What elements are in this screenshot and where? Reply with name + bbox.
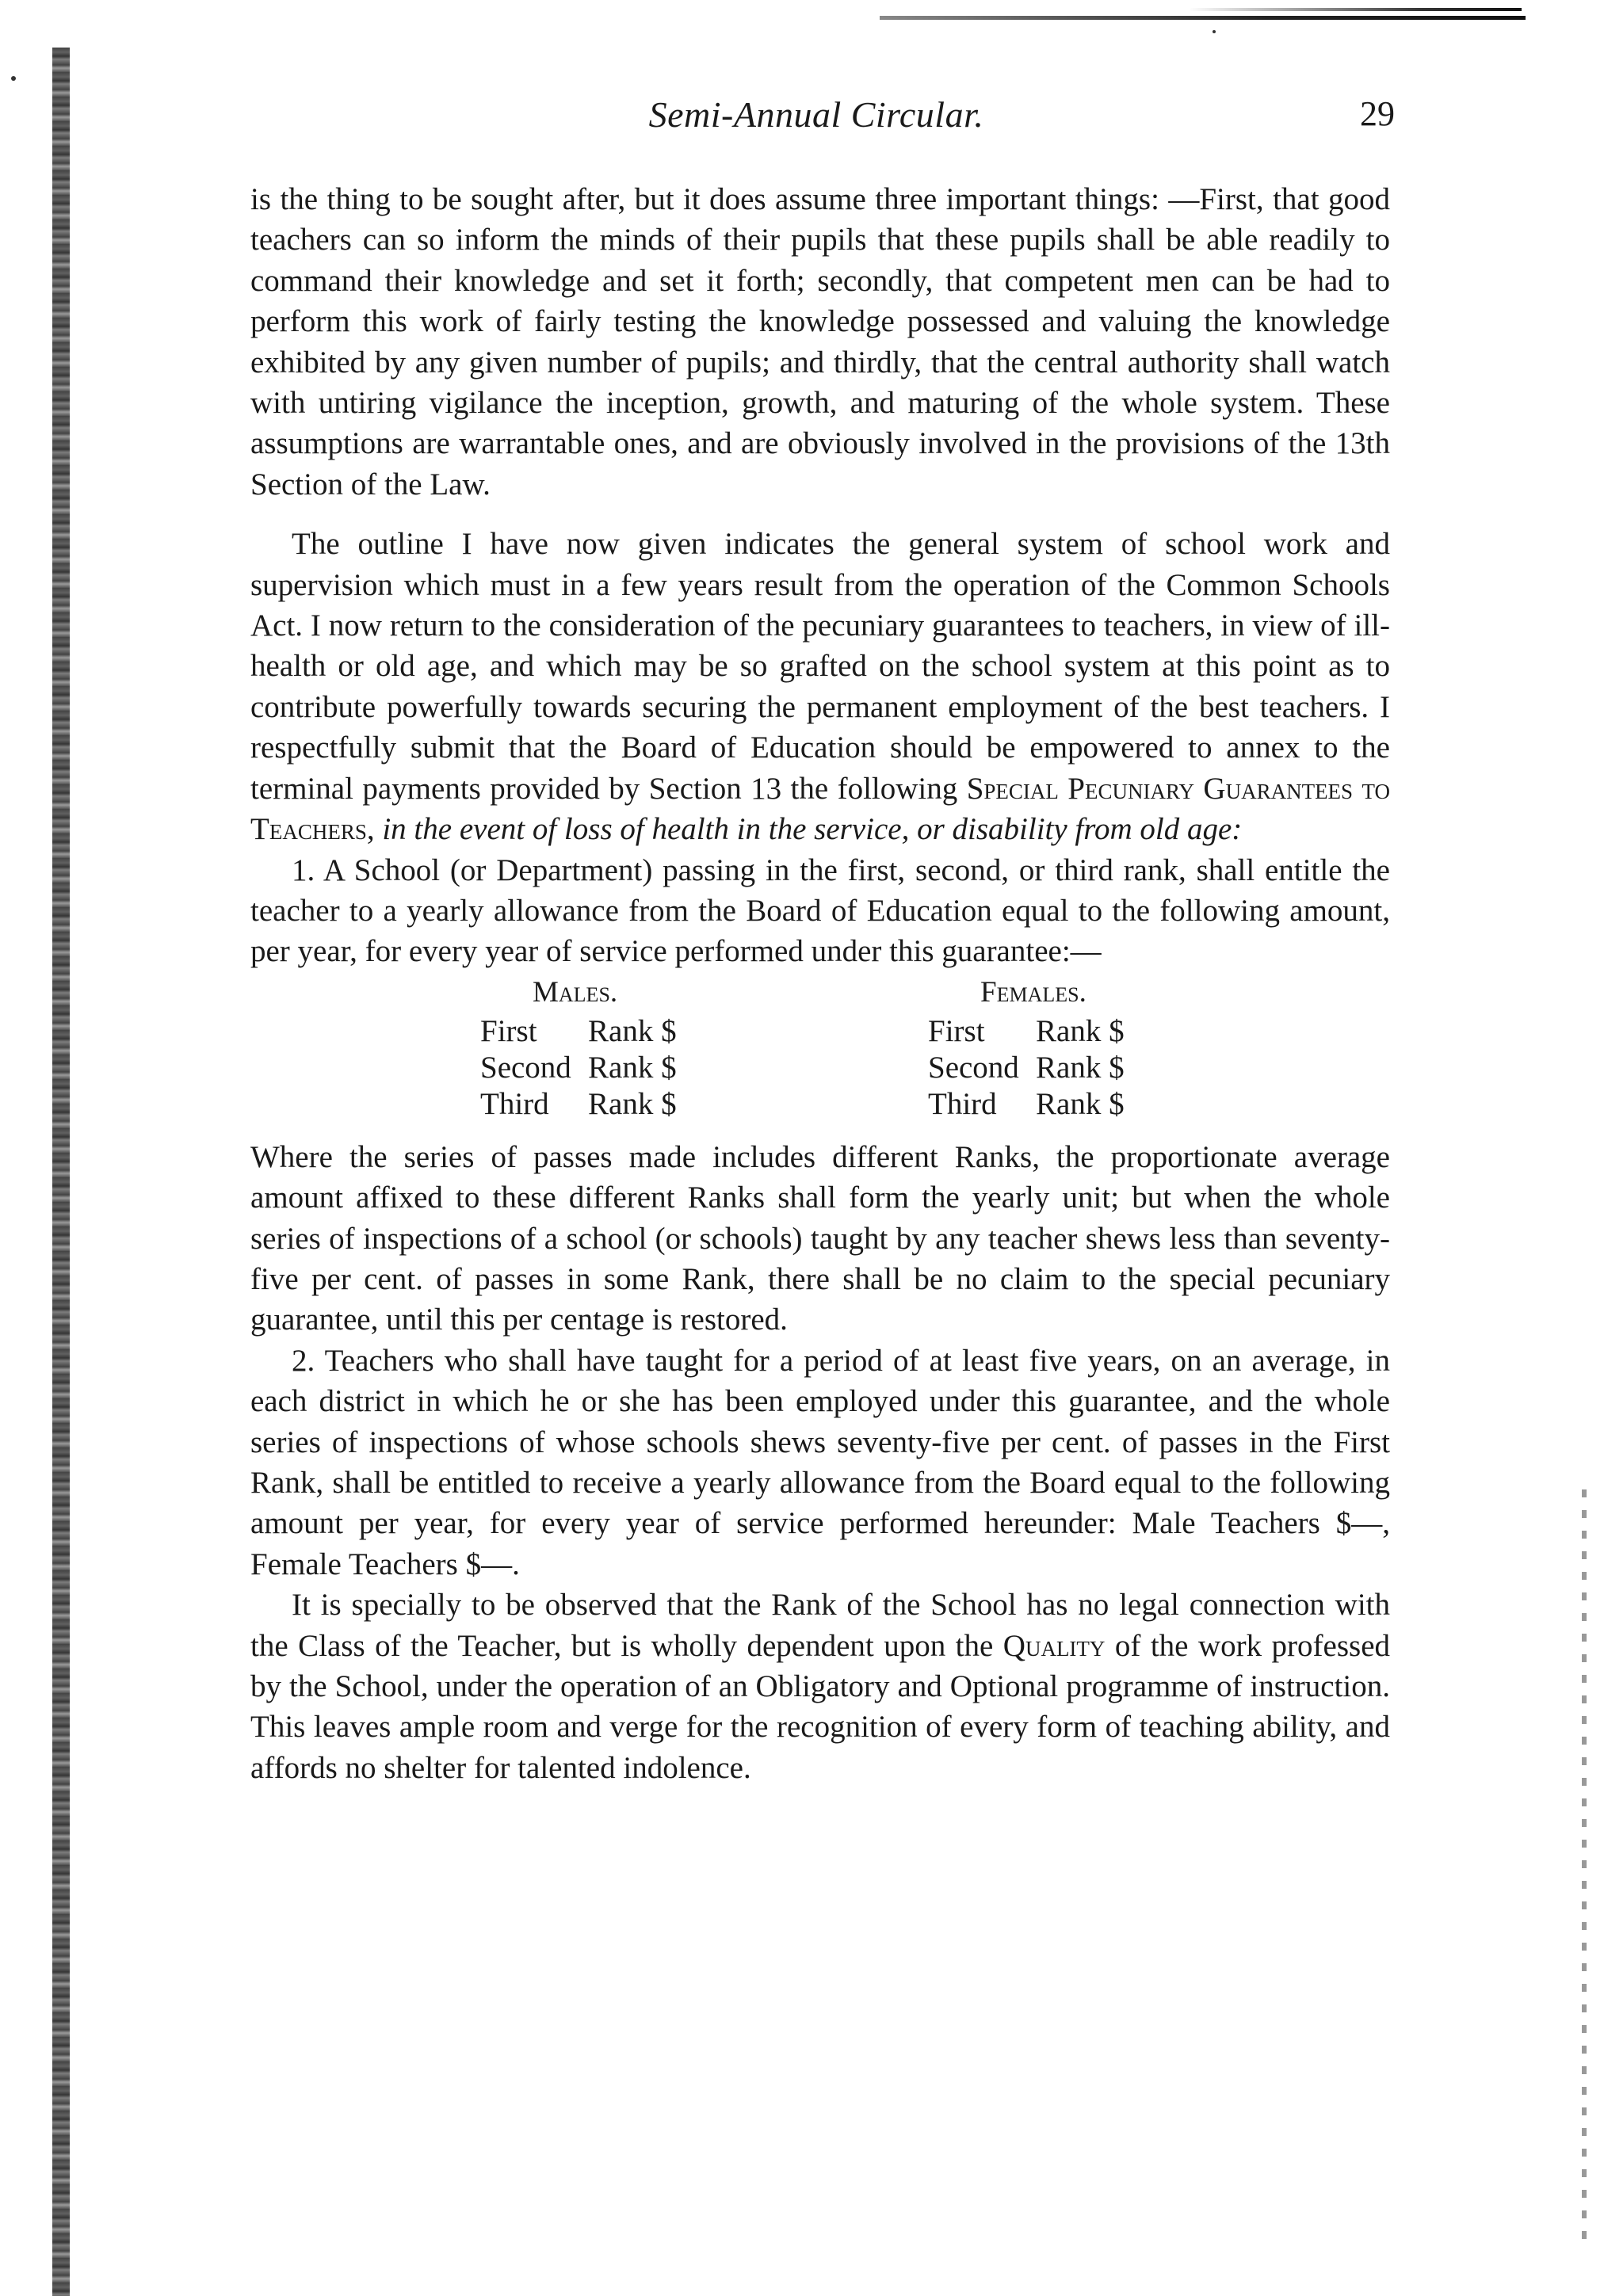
rank-row <box>928 1050 1125 1086</box>
paragraph-text: of the work professed by the School, under the operation of an Obligatory and Optional programme of instruction. This leaves ample room and verge for the recognition of every form of teaching ability, and affords no shelter for talented indolence. <box>250 1628 1391 1785</box>
rank-table <box>250 972 1390 1137</box>
females-heading: Females. <box>980 975 1087 1009</box>
paragraph-text: The outline I have now given indicates the general system of school work and supervision which must in a few years result from the operation of the Common Schools Act. I now return to the consideration of the pecuniary guarantees to teachers, in view of ill-health or old age, and which may be so grafted on the school system at this point as to contribute powerfully towards securing the permanent employment of the best teachers. I respectfully submit that the Board of Education should be empowered to annex to the terminal payments provided by Section 13 the following <box>250 527 1390 806</box>
paragraph <box>250 1585 1390 1788</box>
rank-label: Rank $ <box>1036 1013 1125 1048</box>
paragraph <box>250 524 1390 849</box>
rank-ordinal: Second <box>928 1050 1019 1085</box>
rank-row <box>480 1013 677 1050</box>
scan-top-rule <box>880 16 1526 20</box>
rank-ordinal: First <box>928 1013 985 1048</box>
small-caps-word: Quality <box>1002 1628 1106 1663</box>
rank-label: Rank $ <box>1036 1050 1125 1085</box>
rank-ordinal: First <box>480 1013 537 1048</box>
paragraph: 2. Teachers who shall have taught for a period of at least five years, on an average, in each district in which he or she has been employed under this guarantee, and the whole series of inspections of whose schools shews seventy-five per cent. of passes in the First Rank, shall be entitled to receive a yearly allowance from the Board equal to the following amount per year, for every year of service performed hereunder: Male Teachers $—, Female Teachers $—. <box>250 1343 1390 1581</box>
males-column <box>480 972 677 1123</box>
running-title: Semi-Annual Circular. <box>648 94 984 135</box>
page-number: 29 <box>1360 94 1395 133</box>
body-text <box>250 179 1390 1788</box>
rank-ordinal: Third <box>480 1086 549 1121</box>
small-caps-heading: Special Pecuniary Guarantees to Teachers, <box>250 771 1390 847</box>
rank-row <box>928 1013 1125 1050</box>
rank-ordinal: Third <box>928 1086 997 1121</box>
paragraph-text: It is specially to be observed that the Rank of the School has no legal connection with the Class of the Teacher, but is wholly dependent upon the <box>250 1588 1390 1663</box>
rank-label: Rank $ <box>588 1086 677 1121</box>
paragraph: Where the series of passes made includes different Ranks, the proportionate average amount affixed to these different Ranks shall form the yearly unit; but when the whole series of inspections of a school (or schools) taught by any teacher shews less than seventy-five per cent. of passes in some Rank, there shall be no claim to the special pecuniary guarantee, until this per centage is restored. <box>250 1139 1390 1337</box>
rank-row <box>480 1050 677 1086</box>
paragraph: 1. A School (or Department) passing in the first, second, or third rank, shall entitle the teacher to a yearly allowance from the Board of Education equal to the following amount, per year, for every year of service performed under this guarantee:— <box>250 852 1390 969</box>
scan-top-rule-faint <box>1189 8 1522 11</box>
rank-row <box>480 1086 677 1123</box>
italic-phrase: in the event of loss of health in the service, or disability from old age: <box>382 812 1243 847</box>
females-column <box>928 972 1125 1123</box>
males-heading: Males. <box>533 975 618 1009</box>
rank-ordinal: Second <box>480 1050 571 1085</box>
rank-label: Rank $ <box>588 1013 677 1048</box>
paragraph: is the thing to be sought after, but it does assume three important things: —First, that good teachers can so inform the minds of their pupils that these pupils shall be able readily to command their knowledge and set it forth; secondly, that competent men can be had to perform this work of fairly testing the knowledge possessed and valuing the knowledge exhibited by any given number of pupils; and thirdly, that the central authority shall watch with untiring vigilance the inception, growth, and maturing of the whole system. These assumptions are warrantable ones, and are obviously involved in the provisions of the 13th Section of the Law. <box>250 182 1390 502</box>
running-head <box>238 93 1395 149</box>
scan-speck <box>1213 30 1216 33</box>
scan-speck <box>11 76 16 81</box>
scan-binding-edge <box>52 48 70 2296</box>
rank-label: Rank $ <box>588 1050 677 1085</box>
rank-label: Rank $ <box>1036 1086 1125 1121</box>
scan-right-edge <box>1582 1489 1587 2250</box>
rank-row <box>928 1086 1125 1123</box>
